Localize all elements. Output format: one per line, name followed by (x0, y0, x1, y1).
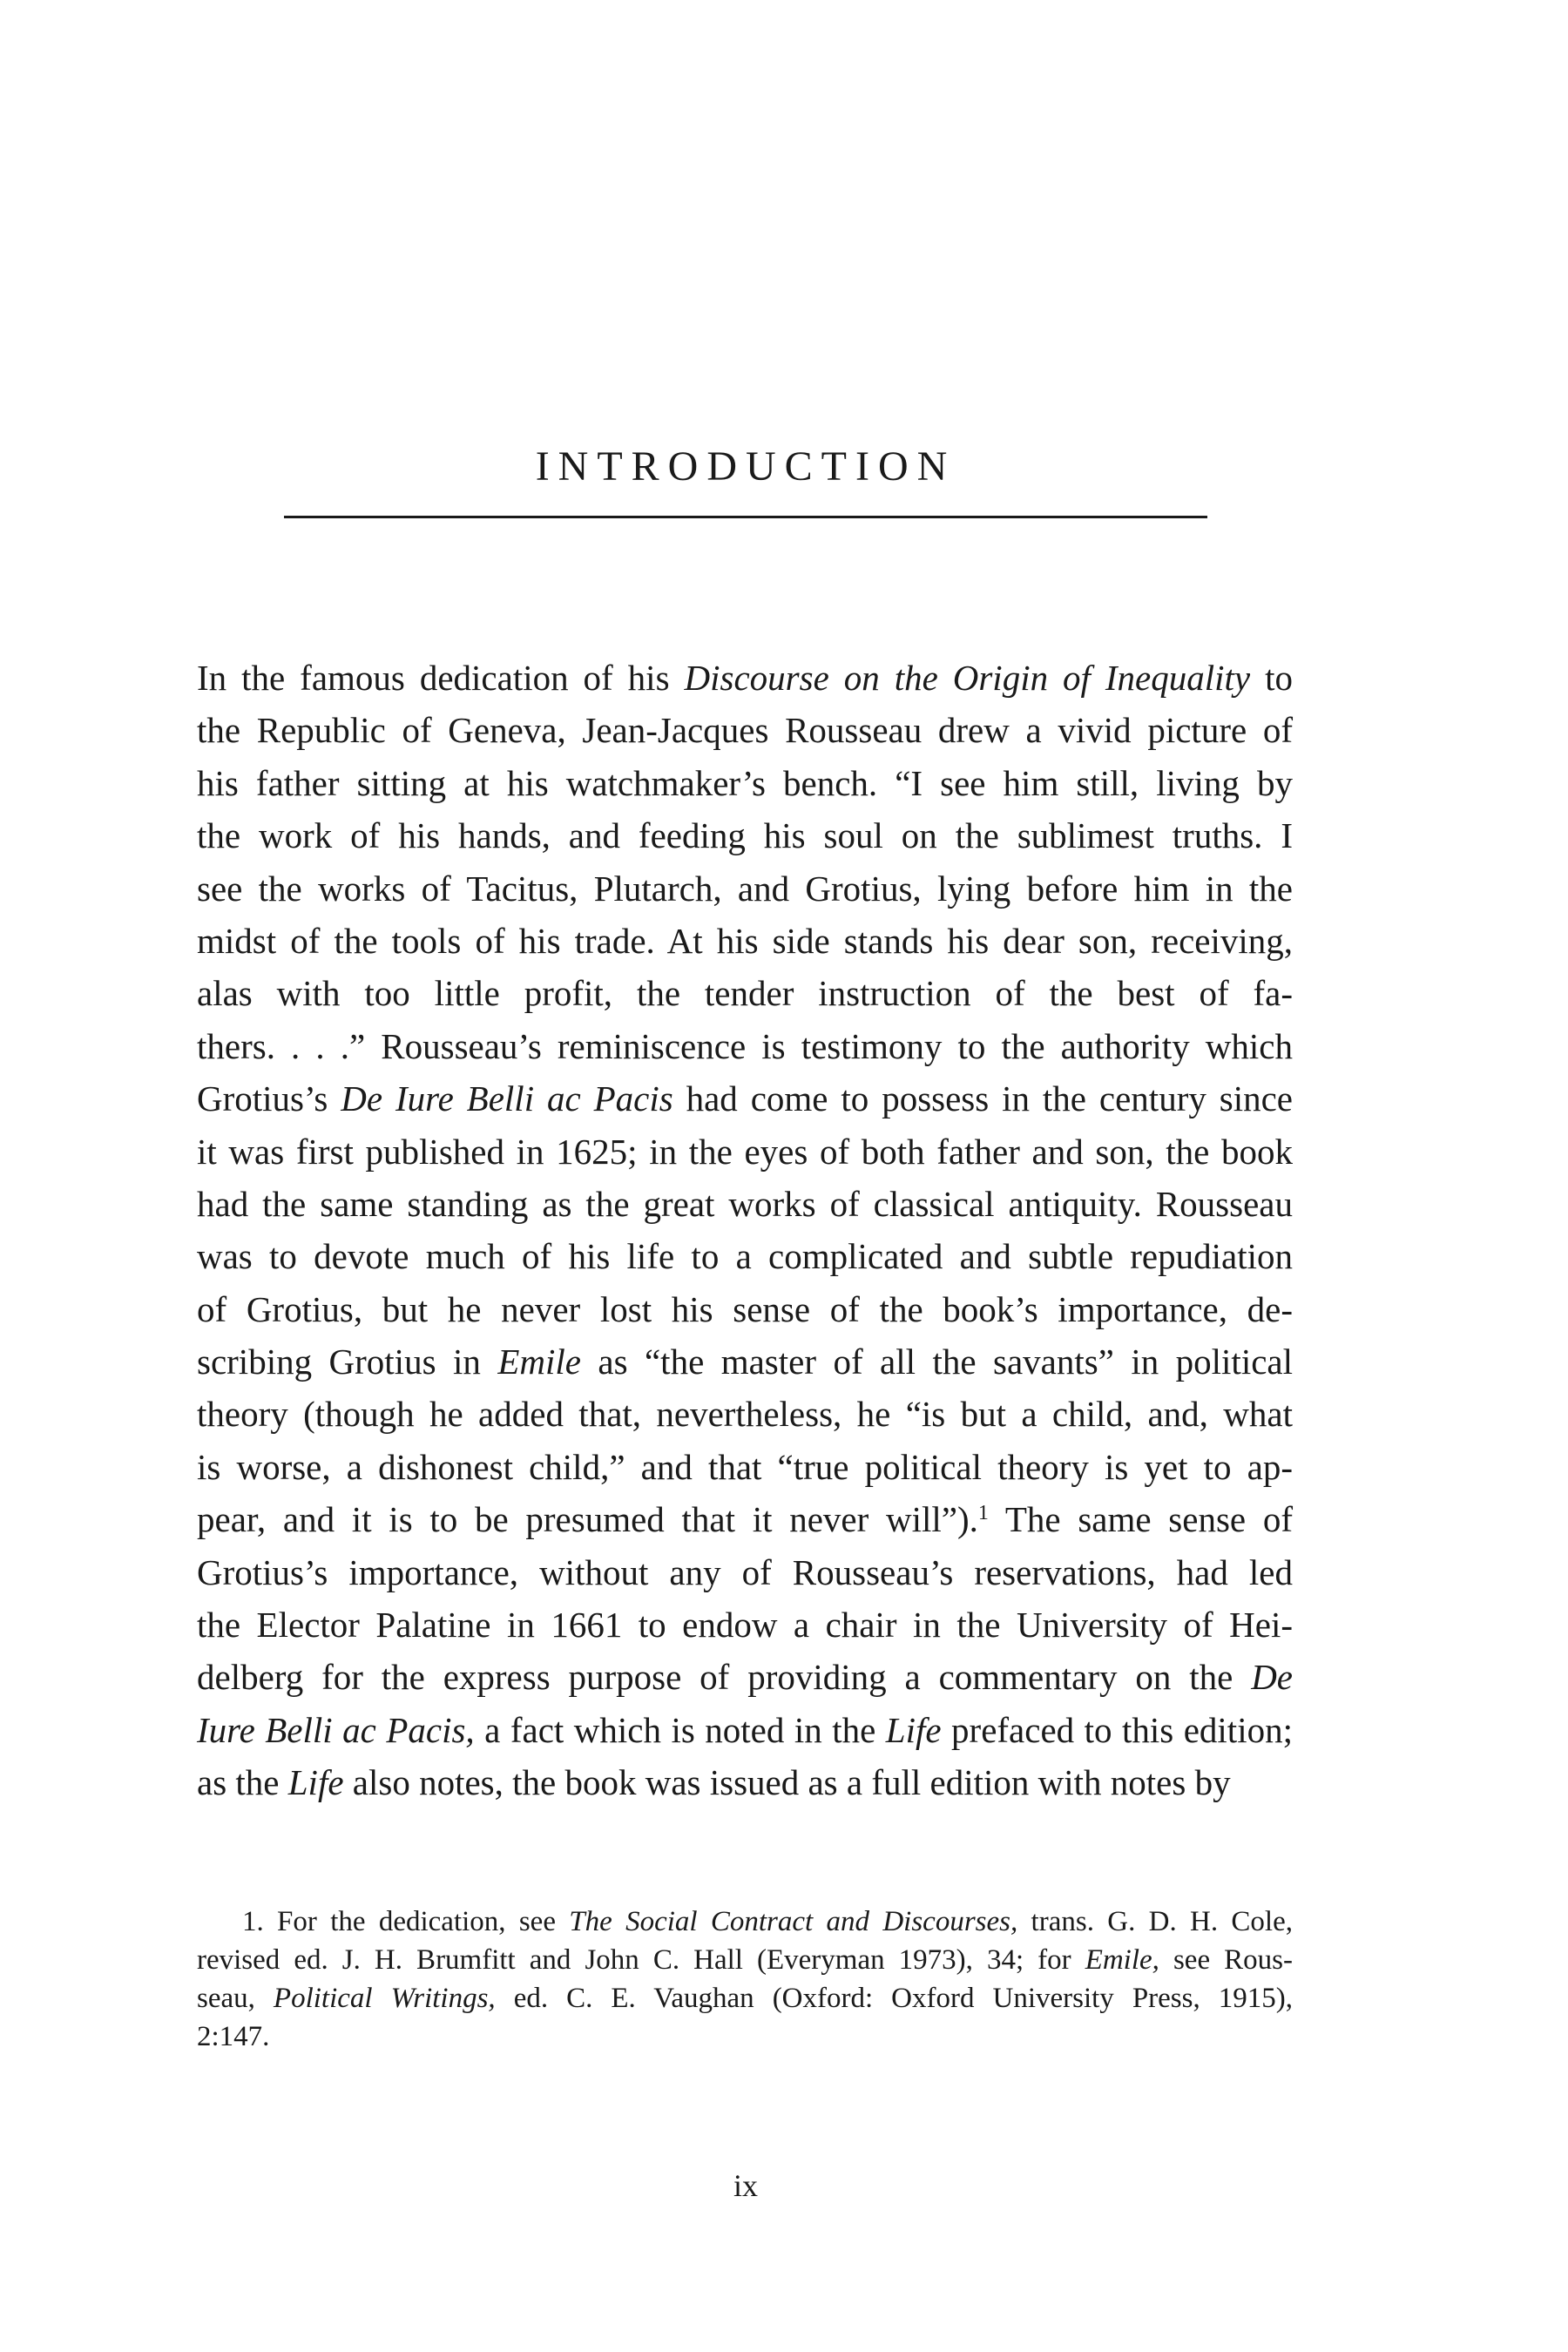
text-run: revised ed. J. H. Brumfitt and John C. Hall (Everyman 1973), 34; for (197, 1944, 1085, 1976)
text-run: had come to possess in the century since (672, 1078, 1293, 1119)
body-line (197, 1493, 1293, 1545)
text-run: a fact which is noted in the (474, 1709, 886, 1750)
text-run: thers. . . .” Rousseau’s reminiscence is testimony to the authority which (197, 1025, 1293, 1066)
body-line (197, 704, 1293, 756)
text-run: the Republic of Geneva, Jean-Jacques Rousseau drew a vivid picture of (197, 710, 1293, 751)
body-line (197, 652, 1293, 704)
text-run: trans. G. D. H. Cole, (1017, 1906, 1294, 1937)
text-run: scribing Grotius in (197, 1342, 498, 1382)
body-line (197, 1335, 1293, 1388)
text-run: theory (though he added that, nevertheless, he “is but a child, and, what (197, 1394, 1293, 1435)
text-run: pear, and it is to be presumed that it never will”). (197, 1499, 978, 1540)
body-line (197, 1020, 1293, 1072)
text-run: also notes, the book was issued as a full edition with notes by (343, 1762, 1231, 1803)
text-run: midst of the tools of his trade. At his side stands his dear son, receiving, (197, 920, 1293, 961)
italic-text: Iure Belli ac Pacis, (197, 1709, 475, 1750)
text-run: is worse, a dishonest child,” and that “true political theory is yet to ap- (197, 1446, 1293, 1487)
text-run: it was first published in 1625; in the eyes of both father and son, the book (197, 1131, 1293, 1172)
italic-text: De (1251, 1657, 1293, 1698)
italic-text: Discourse on the Origin of Inequality (684, 658, 1251, 698)
body-line (197, 1388, 1293, 1440)
body-line (197, 809, 1293, 862)
body-line (197, 1178, 1293, 1230)
text-run: ed. C. E. Vaughan (Oxford: Oxford University Press, 1915), (495, 1983, 1293, 2014)
body-line (197, 1230, 1293, 1282)
text-run: see the works of Tacitus, Plutarch, and Grotius, lying before him in the (197, 868, 1293, 909)
text-run: 1. For the dedication, see (242, 1906, 570, 1937)
text-run: of Grotius, but he never lost his sense of the book’s importance, de- (197, 1288, 1293, 1329)
text-run: In the famous dedication of his (197, 658, 685, 698)
text-run: to (1250, 658, 1293, 698)
body-line (197, 862, 1293, 915)
text-run: The same sense of (988, 1499, 1293, 1540)
text-run: delberg for the express purpose of providing a commentary on the (197, 1657, 1252, 1698)
chapter-heading: INTRODUCTION (535, 443, 956, 490)
italic-text: The Social Contract and Discourses, (569, 1906, 1018, 1937)
footnote-line (197, 1903, 1293, 1941)
text-run: the work of his hands, and feeding his soul on the sublimest truths. I (197, 815, 1293, 856)
body-line (197, 1598, 1293, 1651)
italic-text: Life (287, 1762, 344, 1803)
italic-text: Life (885, 1709, 942, 1750)
italic-text: Emile (497, 1342, 581, 1382)
body-line (197, 757, 1293, 809)
footnote-reference: 1 (977, 1502, 989, 1525)
body-line (197, 1283, 1293, 1335)
italic-text: Emile, (1085, 1944, 1159, 1976)
body-line (197, 1125, 1293, 1178)
text-run: 2:147. (197, 2021, 270, 2052)
text-run: prefaced to this edition; (941, 1709, 1293, 1750)
footnote-line (197, 1941, 1293, 1979)
footnote-line (197, 2017, 1293, 2056)
footnote (197, 1903, 1293, 2056)
footnote-line (197, 1979, 1293, 2017)
body-text (197, 652, 1293, 1809)
page-number: ix (733, 2168, 758, 2203)
body-line (197, 1546, 1293, 1598)
heading-rule (284, 516, 1207, 518)
text-run: alas with too little profit, the tender instruction of the best of fa- (197, 973, 1293, 1014)
text-run: as “the master of all the savants” in political (580, 1342, 1294, 1382)
body-line (197, 967, 1293, 1019)
text-run: was to devote much of his life to a complicated and subtle repudiation (197, 1236, 1293, 1277)
body-line (197, 1704, 1293, 1756)
text-run: had the same standing as the great works of classical antiquity. Rousseau (197, 1183, 1293, 1224)
body-line (197, 1651, 1293, 1703)
text-run: Grotius’s (197, 1078, 341, 1119)
body-line (197, 1756, 1293, 1808)
body-line (197, 915, 1293, 967)
text-run: see Rous- (1159, 1944, 1293, 1976)
text-run: Grotius’s importance, without any of Rousseau’s reservations, had led (197, 1551, 1293, 1592)
italic-text: Political Writings, (273, 1983, 496, 2014)
italic-text: De Iure Belli ac Pacis (341, 1078, 673, 1119)
text-run: the Elector Palatine in 1661 to endow a chair in the University of Hei- (197, 1605, 1293, 1646)
text-run: as the (197, 1762, 288, 1803)
body-line (197, 1441, 1293, 1493)
body-line (197, 1072, 1293, 1125)
text-run: seau, (197, 1983, 274, 2014)
text-run: his father sitting at his watchmaker’s bench. “I see him still, living by (197, 762, 1293, 803)
